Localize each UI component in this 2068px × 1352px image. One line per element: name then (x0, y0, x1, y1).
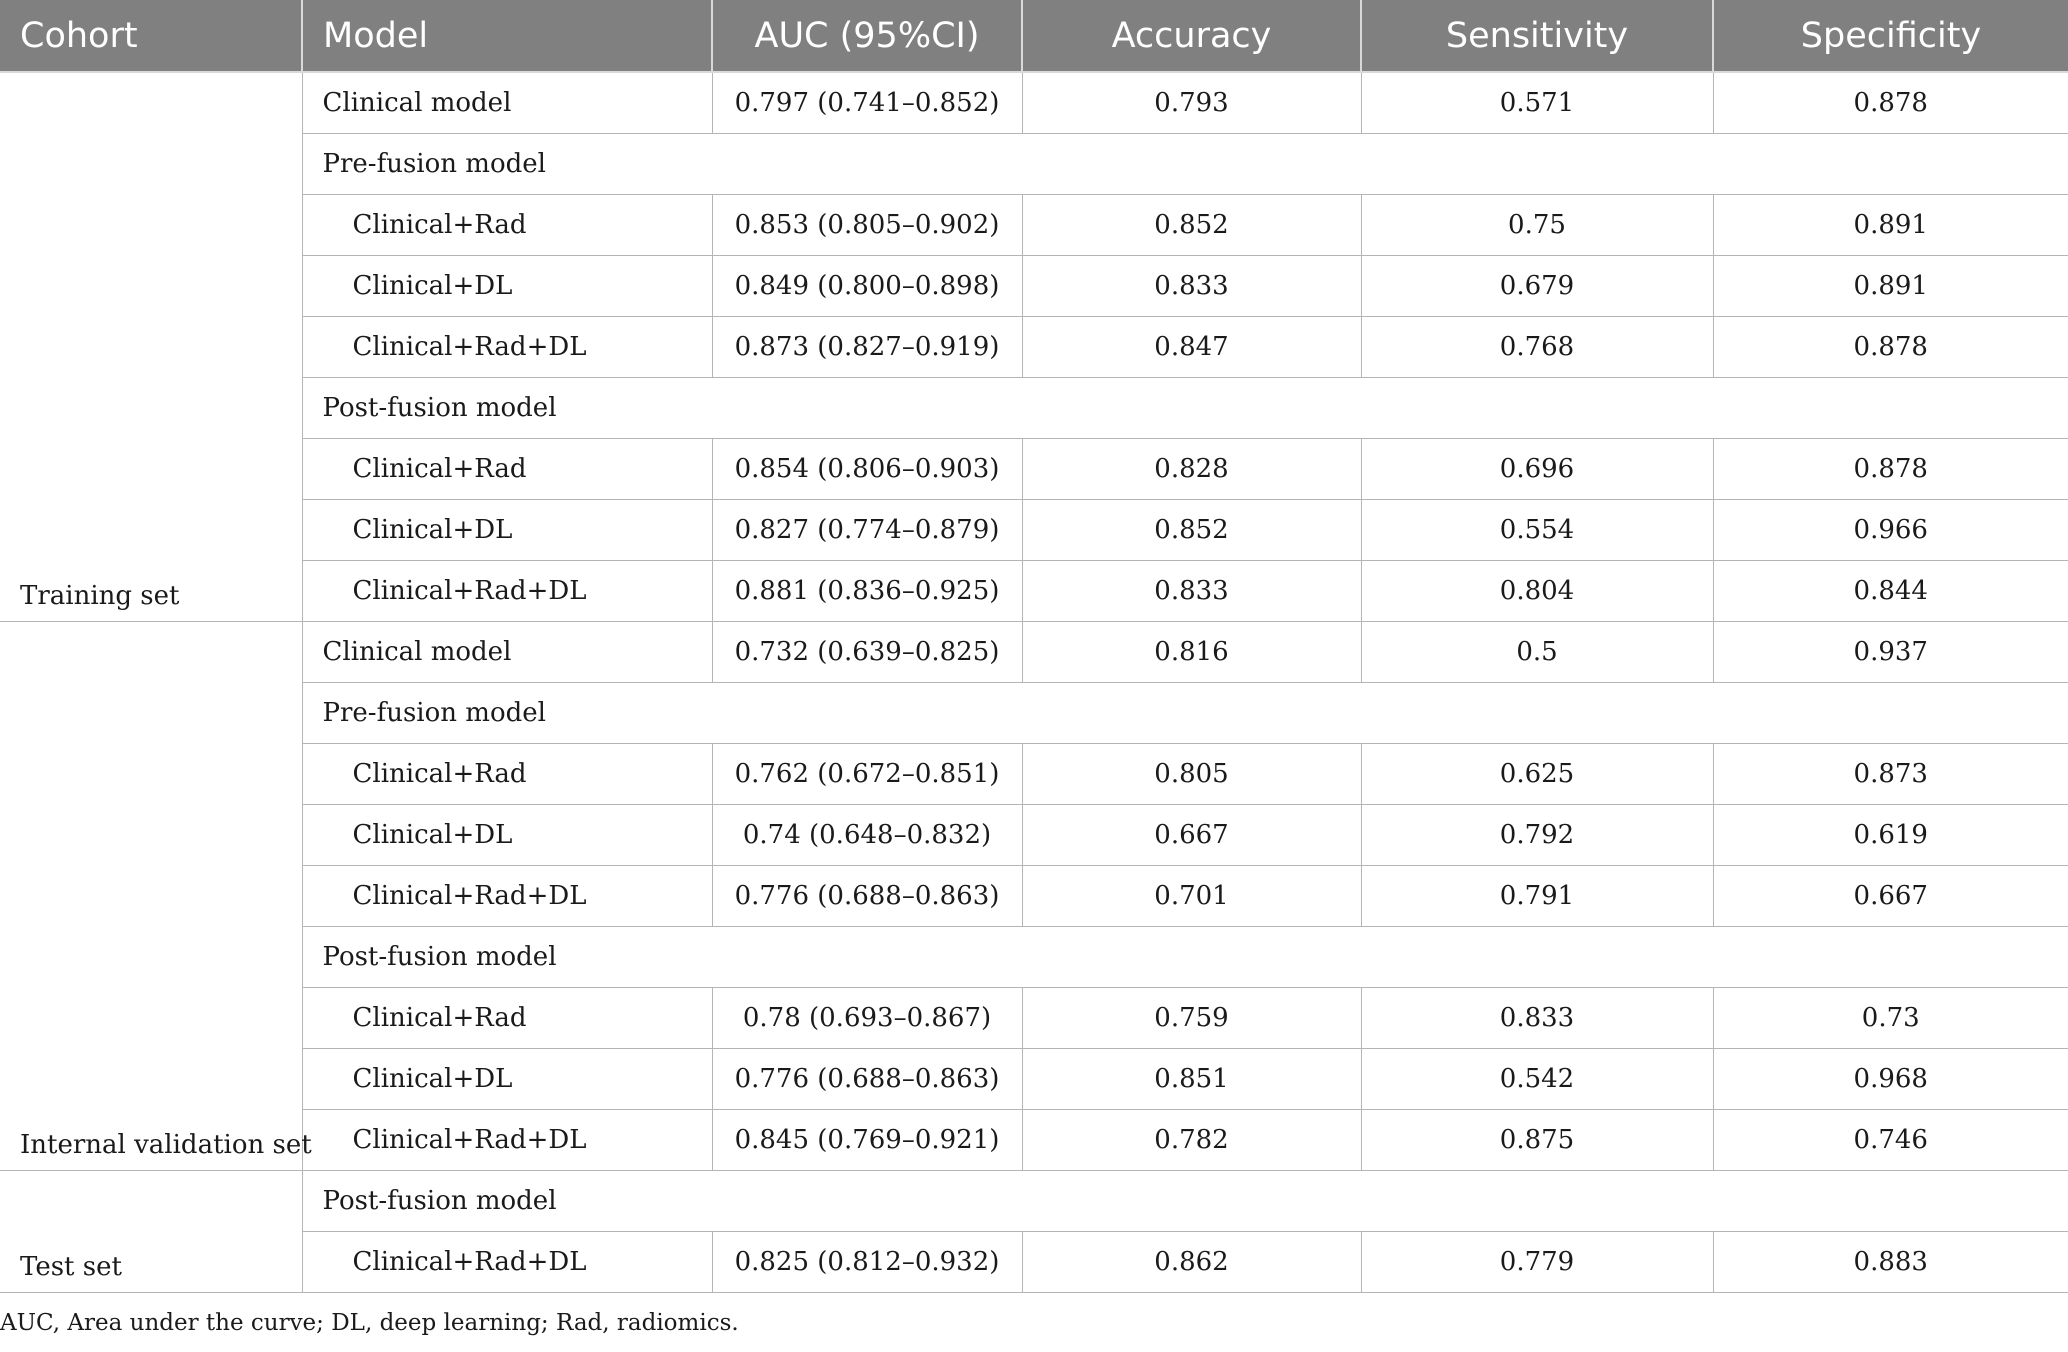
header-cohort: Cohort (0, 0, 302, 72)
auc-cell: 0.74 (0.648–0.832) (712, 804, 1022, 865)
sensitivity-cell: 0.875 (1361, 1109, 1713, 1170)
group-label-row (0, 682, 2068, 743)
table-row (0, 560, 2068, 621)
table-row (0, 621, 2068, 682)
model-cell: Clinical+Rad+DL (302, 1231, 712, 1292)
table-row (0, 987, 2068, 1048)
specificity-cell: 0.966 (1713, 499, 2068, 560)
sensitivity-cell: 0.833 (1361, 987, 1713, 1048)
sensitivity-cell: 0.792 (1361, 804, 1713, 865)
cohort-cell: Internal validation set (0, 621, 302, 1170)
table-row (0, 255, 2068, 316)
accuracy-cell: 0.862 (1022, 1231, 1361, 1292)
accuracy-cell: 0.852 (1022, 194, 1361, 255)
table-row (0, 194, 2068, 255)
sensitivity-cell: 0.779 (1361, 1231, 1713, 1292)
accuracy-cell: 0.833 (1022, 560, 1361, 621)
cohort-cell: Training set (0, 72, 302, 621)
group-label-row (0, 377, 2068, 438)
accuracy-cell: 0.852 (1022, 499, 1361, 560)
table-row (0, 804, 2068, 865)
model-cell: Clinical model (302, 72, 712, 133)
table-row (0, 72, 2068, 133)
model-cell: Clinical+Rad (302, 194, 712, 255)
table-row (0, 865, 2068, 926)
group-label-row (0, 133, 2068, 194)
model-cell: Clinical+Rad (302, 743, 712, 804)
group-label-row (0, 1170, 2068, 1231)
group-label: Post-fusion model (302, 377, 2068, 438)
specificity-cell: 0.883 (1713, 1231, 2068, 1292)
specificity-cell: 0.844 (1713, 560, 2068, 621)
specificity-cell: 0.619 (1713, 804, 2068, 865)
auc-cell: 0.881 (0.836–0.925) (712, 560, 1022, 621)
model-cell: Clinical+Rad (302, 438, 712, 499)
model-cell: Clinical+Rad+DL (302, 1109, 712, 1170)
cohort-cell: Test set (0, 1170, 302, 1292)
model-cell: Clinical+Rad+DL (302, 865, 712, 926)
accuracy-cell: 0.816 (1022, 621, 1361, 682)
accuracy-cell: 0.833 (1022, 255, 1361, 316)
accuracy-cell: 0.782 (1022, 1109, 1361, 1170)
specificity-cell: 0.968 (1713, 1048, 2068, 1109)
specificity-cell: 0.667 (1713, 865, 2068, 926)
sensitivity-cell: 0.696 (1361, 438, 1713, 499)
accuracy-cell: 0.667 (1022, 804, 1361, 865)
sensitivity-cell: 0.554 (1361, 499, 1713, 560)
table-row (0, 499, 2068, 560)
specificity-cell: 0.878 (1713, 316, 2068, 377)
accuracy-cell: 0.851 (1022, 1048, 1361, 1109)
model-cell: Clinical+DL (302, 499, 712, 560)
auc-cell: 0.762 (0.672–0.851) (712, 743, 1022, 804)
sensitivity-cell: 0.625 (1361, 743, 1713, 804)
auc-cell: 0.825 (0.812–0.932) (712, 1231, 1022, 1292)
header-row (0, 0, 2068, 72)
auc-cell: 0.849 (0.800–0.898) (712, 255, 1022, 316)
header-accuracy: Accuracy (1022, 0, 1361, 72)
sensitivity-cell: 0.542 (1361, 1048, 1713, 1109)
auc-cell: 0.853 (0.805–0.902) (712, 194, 1022, 255)
model-cell: Clinical+Rad+DL (302, 316, 712, 377)
model-cell: Clinical+DL (302, 804, 712, 865)
accuracy-cell: 0.805 (1022, 743, 1361, 804)
model-cell: Clinical+DL (302, 1048, 712, 1109)
header-model: Model (302, 0, 712, 72)
table-row (0, 1048, 2068, 1109)
auc-cell: 0.854 (0.806–0.903) (712, 438, 1022, 499)
auc-cell: 0.873 (0.827–0.919) (712, 316, 1022, 377)
sensitivity-cell: 0.768 (1361, 316, 1713, 377)
sensitivity-cell: 0.75 (1361, 194, 1713, 255)
auc-cell: 0.797 (0.741–0.852) (712, 72, 1022, 133)
table-row (0, 316, 2068, 377)
accuracy-cell: 0.701 (1022, 865, 1361, 926)
accuracy-cell: 0.847 (1022, 316, 1361, 377)
sensitivity-cell: 0.5 (1361, 621, 1713, 682)
header-specificity: Specificity (1713, 0, 2068, 72)
auc-cell: 0.776 (0.688–0.863) (712, 1048, 1022, 1109)
accuracy-cell: 0.828 (1022, 438, 1361, 499)
specificity-cell: 0.873 (1713, 743, 2068, 804)
table-row (0, 743, 2068, 804)
sensitivity-cell: 0.791 (1361, 865, 1713, 926)
table-footnote: AUC, Area under the curve; DL, deep learning; Rad, radiomics. (0, 1310, 739, 1336)
group-label-row (0, 926, 2068, 987)
auc-cell: 0.776 (0.688–0.863) (712, 865, 1022, 926)
auc-cell: 0.732 (0.639–0.825) (712, 621, 1022, 682)
accuracy-cell: 0.793 (1022, 72, 1361, 133)
accuracy-cell: 0.759 (1022, 987, 1361, 1048)
specificity-cell: 0.891 (1713, 255, 2068, 316)
auc-cell: 0.845 (0.769–0.921) (712, 1109, 1022, 1170)
group-label: Pre-fusion model (302, 133, 2068, 194)
specificity-cell: 0.891 (1713, 194, 2068, 255)
sensitivity-cell: 0.804 (1361, 560, 1713, 621)
model-cell: Clinical model (302, 621, 712, 682)
sensitivity-cell: 0.679 (1361, 255, 1713, 316)
table-row (0, 1231, 2068, 1292)
group-label: Pre-fusion model (302, 682, 2068, 743)
sensitivity-cell: 0.571 (1361, 72, 1713, 133)
group-label: Post-fusion model (302, 1170, 2068, 1231)
model-cell: Clinical+DL (302, 255, 712, 316)
model-cell: Clinical+Rad+DL (302, 560, 712, 621)
specificity-cell: 0.937 (1713, 621, 2068, 682)
auc-cell: 0.78 (0.693–0.867) (712, 987, 1022, 1048)
model-cell: Clinical+Rad (302, 987, 712, 1048)
specificity-cell: 0.878 (1713, 438, 2068, 499)
header-sensitivity: Sensitivity (1361, 0, 1713, 72)
header-auc: AUC (95%CI) (712, 0, 1022, 72)
auc-cell: 0.827 (0.774–0.879) (712, 499, 1022, 560)
specificity-cell: 0.73 (1713, 987, 2068, 1048)
specificity-cell: 0.746 (1713, 1109, 2068, 1170)
table-row (0, 438, 2068, 499)
specificity-cell: 0.878 (1713, 72, 2068, 133)
group-label: Post-fusion model (302, 926, 2068, 987)
